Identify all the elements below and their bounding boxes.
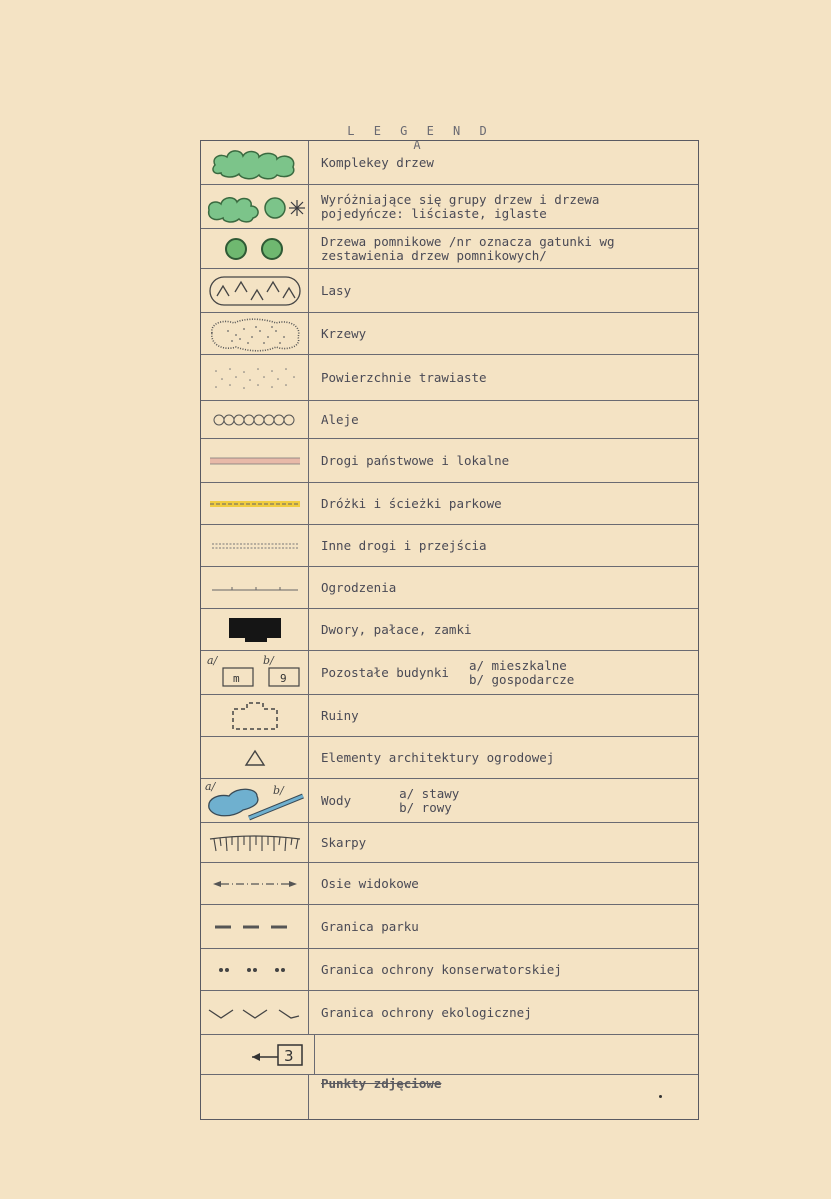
legend-label: Krzewy: [321, 325, 367, 341]
legend-row-buildings: [201, 651, 698, 695]
photo-point-icon: [201, 1035, 315, 1074]
legend-label: Aleje: [321, 411, 359, 427]
legend-label: Wody: [321, 792, 352, 808]
legend-row-ecological-boundary: [201, 991, 698, 1035]
legend-label: Dwory, pałace, zamki: [321, 621, 472, 637]
photo-point-number: 3: [284, 1046, 294, 1065]
legend-table: [200, 140, 699, 1120]
legend-label: Wyróżniające się grupy drzew i drzewa: [321, 191, 600, 207]
legend-row-grass: [201, 355, 698, 401]
legend-label-struck: Punkty zdjęciowe: [321, 1076, 442, 1091]
legend-label: Lasy: [321, 282, 352, 298]
legend-row-photo-points-label: [201, 1075, 698, 1119]
legend-label: Osie widokowe: [321, 875, 419, 891]
legend-row-tree-groups: [201, 185, 698, 229]
legend-label: Granica ochrony konserwatorskiej: [321, 961, 562, 977]
other-road-icon: [201, 525, 309, 566]
building-mark-g: 9: [279, 671, 287, 685]
legend-label: Inne drogi i przejścia: [321, 537, 487, 553]
ruins-icon: [201, 695, 309, 736]
buildings-icon: [201, 651, 309, 694]
monument-trees-icon: [201, 229, 309, 268]
legend-label: Powierzchnie trawiaste: [321, 369, 487, 385]
park-path-icon: [201, 483, 309, 524]
legend-row-water: [201, 779, 698, 823]
legend-row-alley: [201, 401, 698, 439]
legend-row-fence: [201, 567, 698, 609]
legend-label: Dróżki i ścieżki parkowe: [321, 495, 502, 511]
legend-row-view-axis: [201, 863, 698, 905]
legend-row-garden-architecture: [201, 737, 698, 779]
legend-row-conservation-boundary: [201, 949, 698, 991]
park-boundary-icon: [201, 905, 309, 948]
forest-icon: [201, 269, 309, 312]
building-mark-m: m: [232, 671, 240, 685]
legend-row-state-road: [201, 439, 698, 483]
legend-row-manor: [201, 609, 698, 651]
legend-label: Drzewa pomnikowe /nr oznacza gatunki wg: [321, 233, 615, 249]
legend-label: Granica parku: [321, 918, 419, 934]
tree-groups-icon: [201, 185, 309, 228]
legend-label: Granica ochrony ekologicznej: [321, 1004, 532, 1020]
legend-row-shrubs: [201, 313, 698, 355]
legend-sublabel-a: a/ stawy: [399, 785, 460, 801]
legend-title: L E G E N D A: [347, 124, 493, 152]
building-mark-a: a/: [206, 653, 217, 667]
legend-row-park-path: [201, 483, 698, 525]
water-mark-a: a/: [204, 779, 215, 793]
legend-label: Pozostałe budynki: [321, 664, 449, 680]
state-road-icon: [201, 439, 309, 482]
manor-icon: [201, 609, 309, 650]
tree-complex-icon: [201, 141, 309, 184]
conservation-boundary-icon: [201, 949, 309, 990]
legend-label: Elementy architektury ogrodowej: [321, 749, 555, 765]
legend-label: Skarpy: [321, 834, 367, 850]
legend-label: Ruiny: [321, 707, 359, 723]
water-mark-b: b/: [272, 783, 284, 797]
legend-row-park-boundary: [201, 905, 698, 949]
fence-icon: [201, 567, 309, 608]
legend-row-forest: [201, 269, 698, 313]
legend-row-photo-point: [201, 1035, 698, 1075]
view-axis-icon: [201, 863, 309, 904]
legend-row-ruins: [201, 695, 698, 737]
water-icon: [201, 779, 309, 822]
alley-icon: [201, 401, 309, 438]
escarpment-icon: [201, 823, 309, 862]
legend-label: Drogi państwowe i lokalne: [321, 452, 510, 468]
empty-symbol-cell: [201, 1075, 309, 1119]
legend-label: Komplekey drzew: [321, 154, 434, 170]
ink-dot: [659, 1095, 662, 1098]
building-mark-b: b/: [262, 653, 274, 667]
shrubs-icon: [201, 313, 309, 354]
legend-row-other-road: [201, 525, 698, 567]
legend-row-escarpment: [201, 823, 698, 863]
legend-sublabel-a: a/ mieszkalne: [468, 657, 567, 673]
legend-sublabel-b: b/ gospodarcze: [468, 671, 575, 687]
legend-label: Ogrodzenia: [321, 579, 397, 595]
garden-architecture-icon: [201, 737, 309, 778]
grass-icon: [201, 355, 309, 400]
ecological-boundary-icon: [201, 991, 309, 1034]
legend-row-tree-complex: [201, 141, 698, 185]
legend-sublabel-b: b/ rowy: [399, 799, 452, 815]
legend-label-line2: zestawienia drzew pomnikowych/: [321, 247, 547, 263]
legend-label-line2: pojedyńcze: liściaste, iglaste: [321, 205, 547, 221]
legend-row-monument-trees: [201, 229, 698, 269]
